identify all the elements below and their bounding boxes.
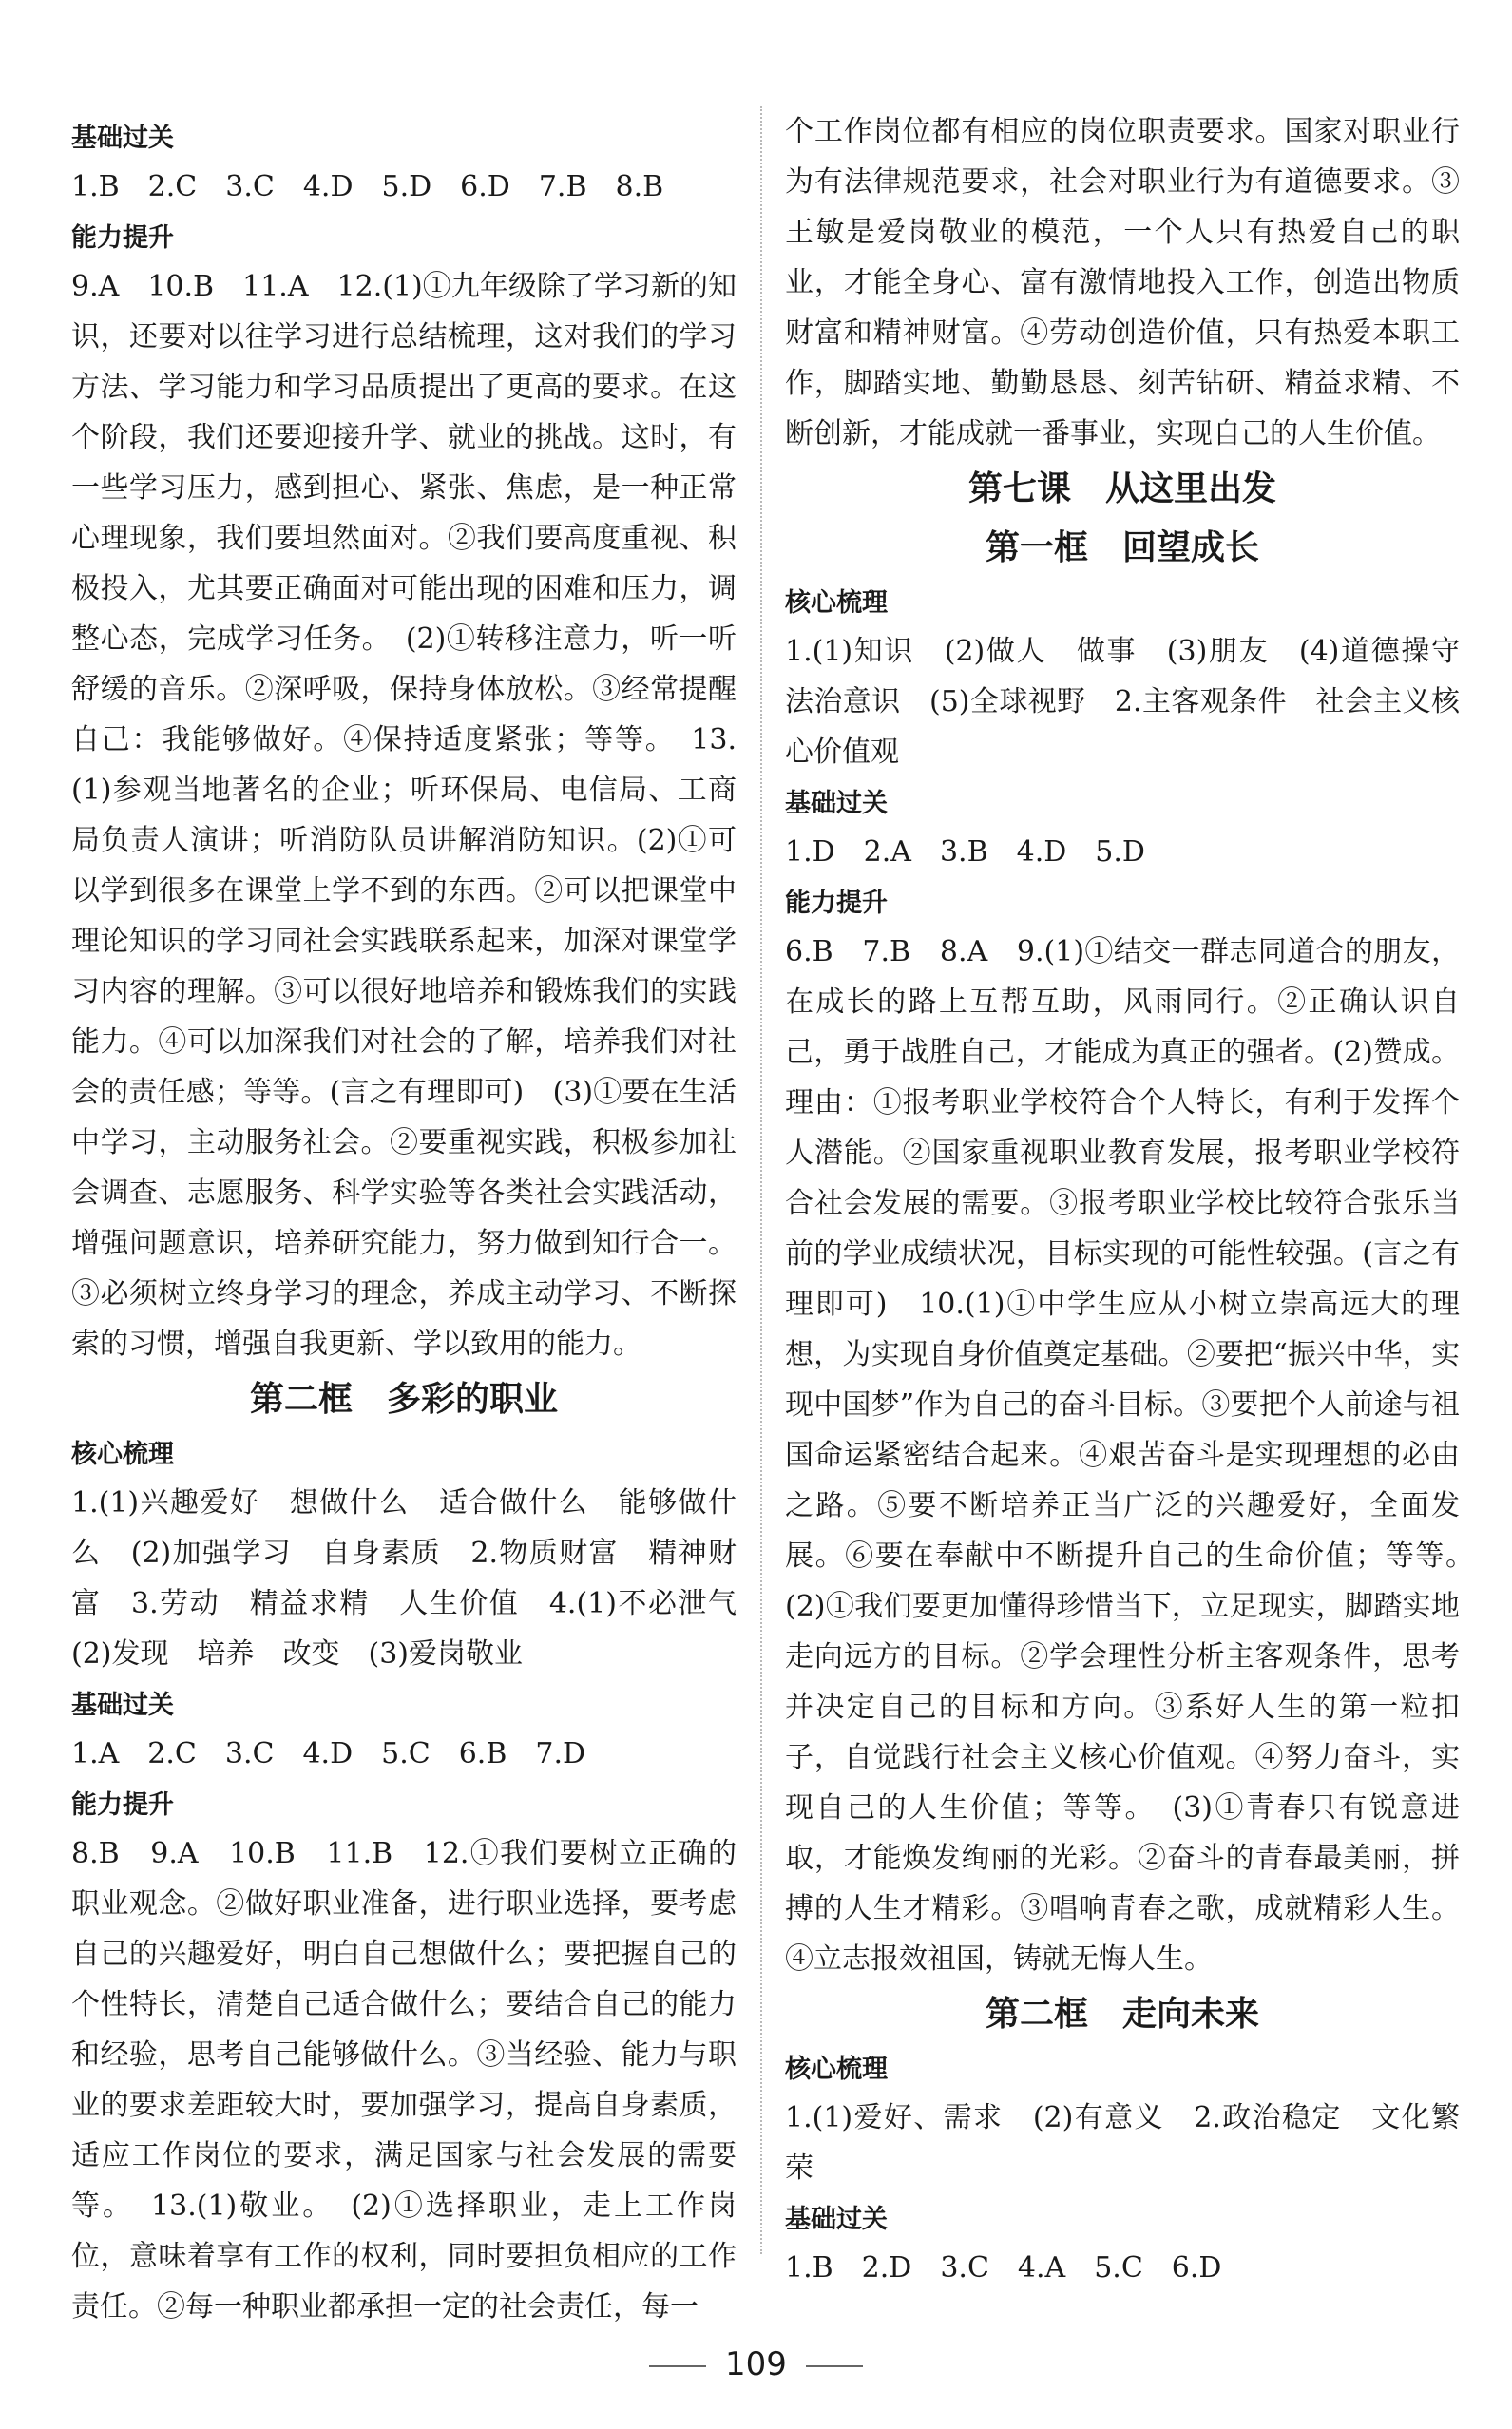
section-heading: 核心梳理: [71, 1440, 174, 1469]
footer-rule-right: [806, 2365, 863, 2367]
answer-paragraph: 9.A 10.B 11.A 12.(1)①九年级除了学习新的知识，还要对以往学习进行总结梳理，这对我们的学习方法、学习能力和学习品质提出了更高的要求。在这个阶段，我们还要迎接升学、就业的挑战。这时，有一些学习压力，感到担心、紧张、焦虑，是一种正常心理现象，我们要坦然面对。②我们要高度重视、积极投入，尤其要正确面对可能出现的困难和压力，调整心态，完成学习任务。 (2)①转移注意力，听一听舒缓的音乐。②深呼吸，保持身体放松。③经常提醒自己：我能够做好。④保持适度紧张；等等。 13.(1)参观当地著名的企业；听环保局、电信局、工商局负责人演讲；听消防队员讲解消防知识。(2)①可以学到很多在课堂上学不到的东西。②可以把课堂中理论知识的学习同社会实践联系起来，加深对课堂学习内容的理解。③可以很好地培养和锻炼我们的实践能力。④可以加深我们对社会的了解，培养我们对社会的责任感；等等。(言之有理即可) (3)①要在生活中学习，主动服务社会。②要重视实践，积极参加社会调查、志愿服务、科学实验等各类社会实践活动，增强问题意识，培养研究能力，努力做到知行合一。③必须树立终身学习的理念，养成主动学习、不断探索的习惯，增强自我更新、学以致用的能力。: [71, 270, 737, 1361]
footer-rule-left: [649, 2365, 706, 2367]
right-column: [785, 106, 1488, 2293]
lesson-title: 第七课 从这里出发: [967, 469, 1276, 508]
column-divider: [760, 106, 762, 2254]
answer-paragraph: 个工作岗位都有相应的岗位职责要求。国家对职业行为有法律规范要求，社会对职业行为有道德要求。③王敏是爱岗敬业的模范，一个人只有热爱自己的职业，才能全身心、富有激情地投入工作，创造出物质财富和精神财富。④劳动创造价值，只有热爱本职工作，脚踏实地、勤勤恳恳、刻苦钻研、精益求精、不断创新，才能成就一番事业，实现自己的人生价值。: [785, 115, 1460, 450]
answer-paragraph: 1.A 2.C 3.C 4.D 5.C 6.B 7.D: [71, 1737, 586, 1770]
answer-paragraph: 1.D 2.A 3.B 4.D 5.D: [785, 835, 1145, 869]
section-heading: 基础过关: [785, 2205, 888, 2234]
lesson-title: 第二框 走向未来: [985, 1995, 1259, 2034]
answer-paragraph: 1.(1)爱好、需求 (2)有意义 2.政治稳定 文化繁荣: [785, 2101, 1460, 2185]
section-heading: 核心梳理: [785, 2055, 888, 2084]
section-heading: 能力提升: [785, 889, 888, 918]
answer-paragraph: 6.B 7.B 8.A 9.(1)①结交一群志同道合的朋友，在成长的路上互帮互助，风雨同行。②正确认识自己，勇于战胜自己，才能成为真正的强者。(2)赞成。理由：①报考职业学校符合个人特长，有利于发挥个人潜能。②国家重视职业教育发展，报考职业学校符合社会发展的需要。③报考职业学校比较符合张乐当前的学业成绩状况，目标实现的可能性较强。(言之有理即可) 10.(1)①中学生应从小树立崇高远大的理想，为实现自身价值奠定基础。②要把“振兴中华，实现中国梦”作为自己的奋斗目标。③要把个人前途与祖国命运紧密结合起来。④艰苦奋斗是实现理想的必由之路。⑤要不断培养正当广泛的兴趣爱好，全面发展。⑥要在奉献中不断提升自己的生命价值；等等。 (2)①我们要更加懂得珍惜当下，立足现实，脚踏实地走向远方的目标。②学会理性分析主客观条件，思考并决定自己的目标和方向。③系好人生的第一粒扣子，自觉践行社会主义核心价值观。④努力奋斗，实现自己的人生价值；等等。 (3)①青春只有锐意进取，才能焕发绚丽的光彩。②奋斗的青春最美丽，拼搏的人生才精彩。③唱响青春之歌，成就精彩人生。④立志报效祖国，铸就无悔人生。: [785, 935, 1488, 1976]
section-heading: 基础过关: [71, 1691, 174, 1720]
answer-paragraph: 1.B 2.D 3.C 4.A 5.C 6.D: [785, 2251, 1222, 2285]
page-footer: [0, 2345, 1512, 2383]
section-heading: 基础过关: [71, 124, 174, 153]
page-number: 109: [725, 2345, 787, 2383]
lesson-title: 第二框 多彩的职业: [249, 1380, 558, 1419]
answer-paragraph: 1.B 2.C 3.C 4.D 5.D 6.D 7.B 8.B: [71, 170, 664, 203]
section-heading: 基础过关: [785, 789, 888, 818]
section-heading: 能力提升: [71, 1790, 174, 1820]
left-column: [71, 112, 765, 2332]
section-heading: 核心梳理: [785, 588, 888, 618]
answer-paragraph: 1.(1)兴趣爱好 想做什么 适合做什么 能够做什么 (2)加强学习 自身素质 2.物质财富 精神财富 3.劳动 精益求精 人生价值 4.(1)不必泄气 (2)发现 培养 改变 (3)爱岗敬业: [71, 1486, 765, 1671]
answer-paragraph: 1.(1)知识 (2)做人 做事 (3)朋友 (4)道德操守 法治意识 (5)全球视野 2.主客观条件 社会主义核心价值观: [785, 635, 1488, 769]
lesson-title: 第一框 回望成长: [985, 528, 1259, 567]
answer-paragraph: 8.B 9.A 10.B 11.B 12.①我们要树立正确的职业观念。②做好职业准备，进行职业选择，要考虑自己的兴趣爱好，明白自己想做什么；要把握自己的个性特长，清楚自己适合做什么；要结合自己的能力和经验，思考自己能够做什么。③当经验、能力与职业的要求差距较大时，要加强学习，提高自身素质，适应工作岗位的要求，满足国家与社会发展的需要等。 13.(1)敬业。 (2)①选择职业，走上工作岗位，意味着享有工作的权利，同时要担负相应的工作责任。②每一种职业都承担一定的社会责任，每一: [71, 1837, 737, 2324]
section-heading: 能力提升: [71, 223, 174, 253]
